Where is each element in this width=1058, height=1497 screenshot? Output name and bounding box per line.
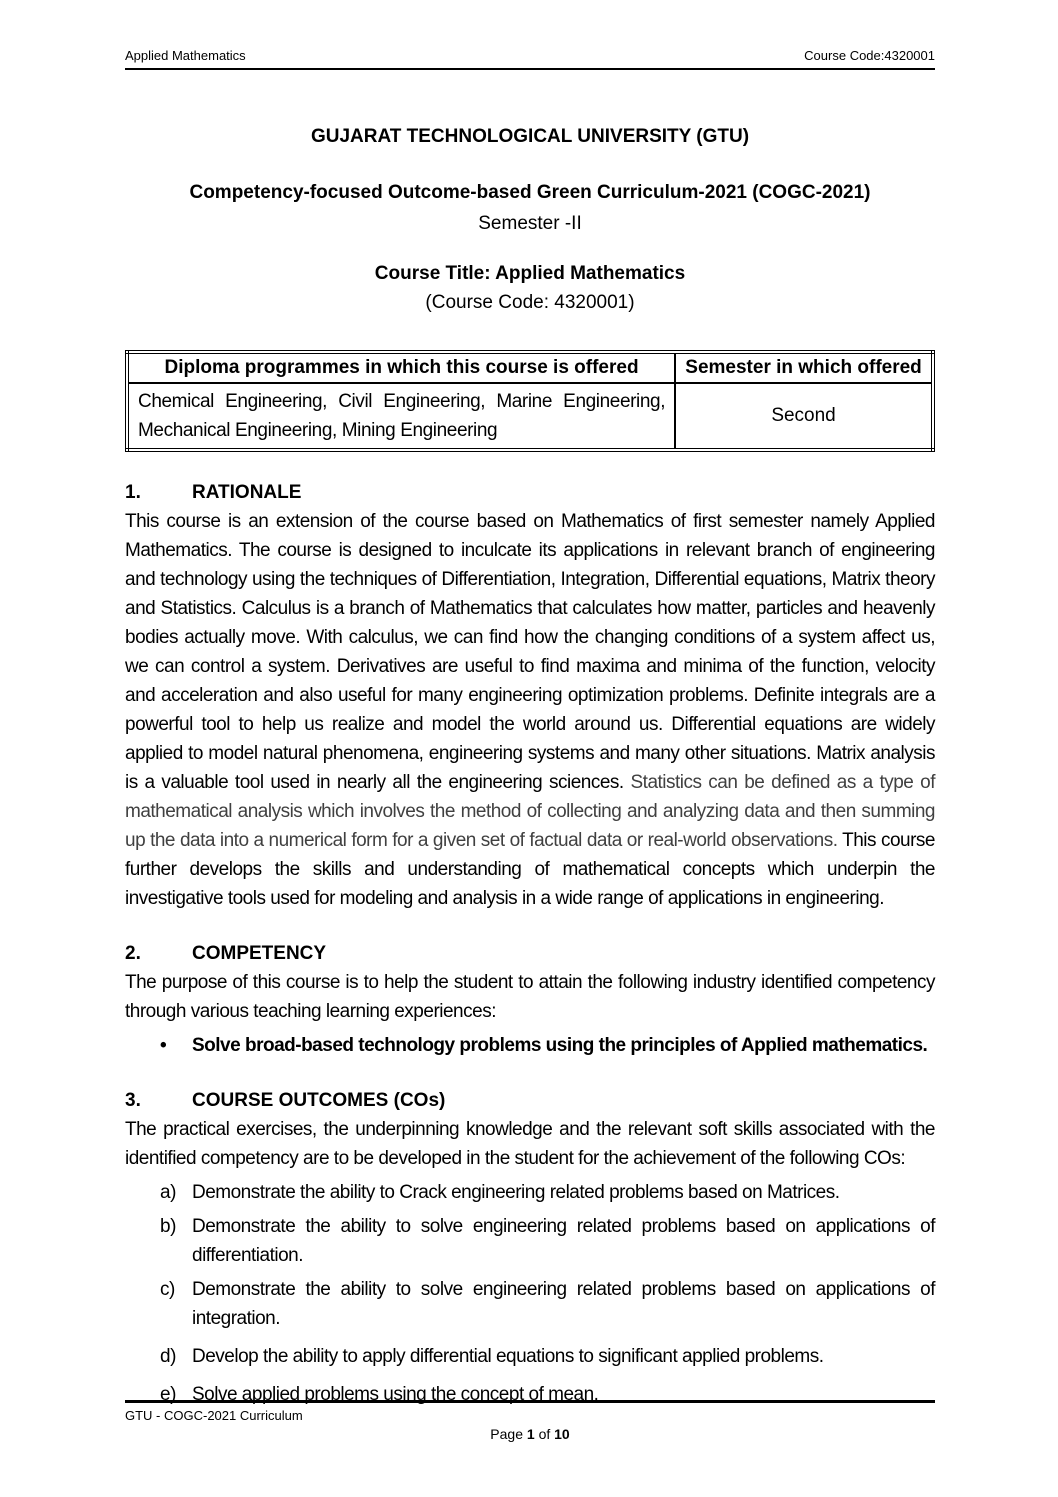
section-2-title: COMPETENCY bbox=[192, 943, 327, 964]
footer-of-word: of bbox=[538, 1426, 551, 1442]
rationale-text-tail: This course further develops the skills and understanding of mathematical concepts which underpin the investigative tools used for modeling and analysis in a wide range of applications in engineering. bbox=[125, 830, 935, 909]
section-2-heading bbox=[125, 943, 935, 965]
offer-table-header-row bbox=[127, 352, 933, 383]
outcome-text-e: Solve applied problems using the concept of mean. bbox=[192, 1384, 599, 1405]
course-title: Course Title: Applied Mathematics bbox=[374, 263, 686, 284]
running-header bbox=[125, 48, 935, 70]
offer-table-cell-programmes: Chemical Engineering, Civil Engineering, Marine Engineering, Mechanical Engineering, Mining Engineering bbox=[127, 383, 675, 450]
offer-table-header-semester: Semester in which offered bbox=[675, 352, 933, 383]
semester-subtitle: Semester -II bbox=[478, 213, 582, 234]
outcome-text-c: Demonstrate the ability to solve engineering related problems based on applications of integration. bbox=[192, 1279, 935, 1329]
outcome-marker-a: a) bbox=[160, 1182, 176, 1203]
footer-page-current: 1 bbox=[526, 1426, 535, 1442]
outcome-text-d: Develop the ability to apply differential equations to significant applied problems. bbox=[192, 1346, 824, 1367]
bullet-icon: • bbox=[160, 1035, 167, 1056]
outcome-item-a bbox=[125, 1178, 935, 1207]
footer-page-total: 10 bbox=[554, 1426, 570, 1442]
outcome-marker-b: b) bbox=[160, 1216, 176, 1237]
page-footer bbox=[125, 1400, 935, 1442]
outcome-marker-c: c) bbox=[160, 1279, 175, 1300]
curriculum-title: Competency-focused Outcome-based Green Curriculum-2021 (COGC-2021) bbox=[189, 182, 871, 203]
competency-bullet bbox=[125, 1031, 935, 1060]
section-3-heading bbox=[125, 1090, 935, 1112]
rationale-text-main: This course is an extension of the course based on Mathematics of first semester namely Applied Mathematics. The course is designed to inculcate its applications in relevant branch of engineering and technology using the techniques of Differentiation, Integration, Differential equations, Matrix theory and Statistics. Calculus is a branch of Mathematics that calculates how matter, particles and heavenly bodies actually move. With calculus, we can find how the changing conditions of a system affect us, we can control a system. Derivatives are useful to find maxima and minima of the function, velocity and acceleration and also useful for many engineering optimization problems. Definite integrals are a powerful tool to help us realize and model the world around us. Differential equations are widely applied to model natural phenomena, engineering systems and many other situations. Matrix analysis is a valuable tool used in nearly all the engineering sciences. bbox=[125, 511, 935, 793]
footer-doc-label: GTU - COGC-2021 Curriculum bbox=[125, 1408, 303, 1423]
section-3-number: 3. bbox=[125, 1090, 141, 1111]
outcome-item-d bbox=[125, 1342, 935, 1371]
section-1-heading bbox=[125, 482, 935, 504]
outcome-marker-e: e) bbox=[160, 1384, 176, 1405]
title-block bbox=[125, 126, 935, 314]
footer-page-number bbox=[125, 1426, 935, 1442]
offer-table-row bbox=[127, 383, 933, 450]
university-title: GUJARAT TECHNOLOGICAL UNIVERSITY (GTU) bbox=[310, 126, 750, 147]
offer-table-cell-semester: Second bbox=[675, 383, 933, 450]
footer-page-word: Page bbox=[490, 1426, 523, 1442]
section-3-title: COURSE OUTCOMES (COs) bbox=[192, 1090, 446, 1111]
footer-rule bbox=[125, 1400, 935, 1403]
outcome-item-c bbox=[125, 1275, 935, 1333]
rationale-text-statistics: Statistics can be defined as a type of mathematical analysis which involves the method of collecting and analyzing data and then summing up the data into a numerical form for a given set of factual data or real-world observations. bbox=[125, 772, 936, 851]
outcome-text-a: Demonstrate the ability to Crack engineering related problems based on Matrices. bbox=[192, 1182, 840, 1203]
header-doc-title: Applied Mathematics bbox=[125, 48, 246, 63]
rationale-paragraph bbox=[125, 507, 935, 913]
outcome-item-b bbox=[125, 1212, 935, 1270]
offer-table bbox=[125, 350, 935, 452]
section-1-title: RATIONALE bbox=[192, 482, 302, 503]
course-code: (Course Code: 4320001) bbox=[425, 292, 635, 313]
outcome-marker-d: d) bbox=[160, 1346, 176, 1367]
outcome-text-b: Demonstrate the ability to solve engineering related problems based on applications of differentiation. bbox=[192, 1216, 935, 1266]
offer-table-header-programmes: Diploma programmes in which this course is offered bbox=[127, 352, 675, 383]
competency-intro: The purpose of this course is to help the student to attain the following industry identified competency through various teaching learning experiences: bbox=[125, 972, 935, 1022]
outcomes-intro: The practical exercises, the underpinning knowledge and the relevant soft skills associated with the identified competency are to be developed in the student for the achievement of the following COs: bbox=[125, 1119, 935, 1169]
header-course-code: Course Code:4320001 bbox=[804, 48, 935, 63]
section-1-number: 1. bbox=[125, 482, 141, 503]
section-2-number: 2. bbox=[125, 943, 141, 964]
competency-bullet-text: Solve broad-based technology problems using the principles of Applied mathematics. bbox=[192, 1035, 928, 1056]
